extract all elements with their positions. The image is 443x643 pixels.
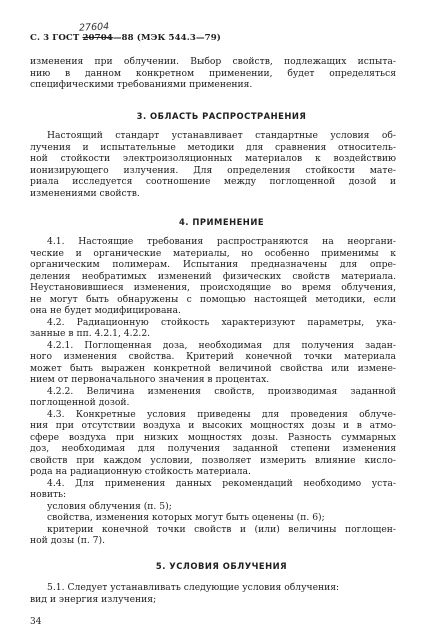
text-line: 4.1. Настоящие требования распространяются на неоргани-: [47, 236, 396, 247]
text-line: нию в данном конкретном применении, будет определяться: [30, 67, 396, 79]
text-line: изменениями свойств.: [30, 187, 140, 199]
text-line: специфическими требованиями применения.: [30, 79, 253, 90]
text-line: сфере воздуха при низких мощностях дозы. Разность суммарных: [30, 431, 396, 443]
text-line: деления необратимых изменений физических свойств материала.: [30, 270, 396, 282]
section-heading: 5. УСЛОВИЯ ОБЛУЧЕНИЯ: [155, 561, 288, 571]
section-heading: 4. ПРИМЕНЕНИЕ: [178, 217, 265, 227]
text-line: свойств при каждом условии, позволяет измерить влияние кисло-: [30, 454, 396, 466]
text-line: ионизирующего излучения. Для определения стойкости мате-: [30, 164, 396, 176]
section-3-paragraph: [30, 130, 396, 199]
header-struck-number: 20704: [82, 33, 113, 43]
text-line: 4.2. Радиационную стойкость характеризуют параметры, ука-: [47, 316, 396, 328]
text-line: ного изменения свойства. Критерий конечной точки материала: [30, 351, 396, 362]
section-5-body: [30, 582, 396, 605]
section-4-body: [30, 236, 396, 547]
text-line: условия облучения (п. 5);: [47, 500, 172, 512]
text-line: ния при отсутствии воздуха и высоких мощностях дозы и в атмо-: [30, 420, 396, 431]
intro-paragraph: [30, 56, 396, 91]
text-line: 5.1. Следует устанавливать следующие условия облучения:: [47, 582, 340, 593]
text-line: нием от первоначального значения в процентах.: [30, 374, 270, 385]
text-line: новить:: [30, 489, 67, 500]
text-line: органическим полимерам. Испытания предназначены для опре-: [30, 259, 396, 270]
text-line: доз, необходимая для получения заданной степени изменения: [30, 443, 396, 454]
text-line: Настоящий стандарт устанавливает стандартные условия об-: [47, 130, 396, 141]
page-number: 34: [30, 617, 42, 627]
text-line: ной стойкости электроизоляционных материалов к воздействию: [30, 153, 396, 164]
header-suffix: —88 (МЭК 544.3—79): [112, 33, 221, 43]
text-line: свойства, изменения которых могут быть оценены (п. 6);: [47, 512, 325, 523]
section-heading: 3. ОБЛАСТЬ РАСПРОСТРАНЕНИЯ: [136, 111, 307, 121]
text-line: может быть выражен конкретной величиной свойства или измене-: [30, 362, 396, 374]
text-line: 4.3. Конкретные условия приведены для проведения облуче-: [47, 408, 396, 420]
text-line: 4.2.1. Поглощенная доза, необходимая для получения задан-: [47, 339, 396, 351]
text-line: рода на радиационную стойкость материала.: [30, 466, 251, 477]
text-line: лучения и испытательные методики для сравнения относитель-: [30, 141, 396, 153]
text-line: ческие и органические материалы, но особенно применимы к: [30, 247, 396, 259]
text-line: она не будет модифицирована.: [30, 305, 181, 316]
text-line: поглощенной дозой.: [30, 397, 130, 408]
text-line: не могут быть обнаружены с помощью настоящей методики, если: [30, 293, 396, 305]
header-prefix: С. 3 ГОСТ: [30, 33, 83, 43]
running-header: [30, 33, 221, 43]
text-line: Неустановившиеся изменения, происходящие во время облучения,: [30, 282, 396, 293]
text-line: критерии конечной точки свойств и (или) величины поглощен-: [47, 523, 396, 535]
handwritten-correction: 27604: [78, 21, 110, 34]
text-line: ной дозы (п. 7).: [30, 535, 106, 546]
text-line: занные в пп. 4.2.1, 4.2.2.: [30, 328, 151, 339]
text-line: 4.4. Для применения данных рекомендаций необходимо уста-: [47, 477, 396, 489]
text-line: вид и энергия излучения;: [30, 593, 157, 605]
text-line: изменения при облучении. Выбор свойств, подлежащих испыта-: [30, 56, 396, 67]
text-line: риала исследуется соотношение между поглощенной дозой и: [30, 176, 396, 187]
text-line: 4.2.2. Величина изменения свойств, производимая заданной: [47, 385, 396, 397]
